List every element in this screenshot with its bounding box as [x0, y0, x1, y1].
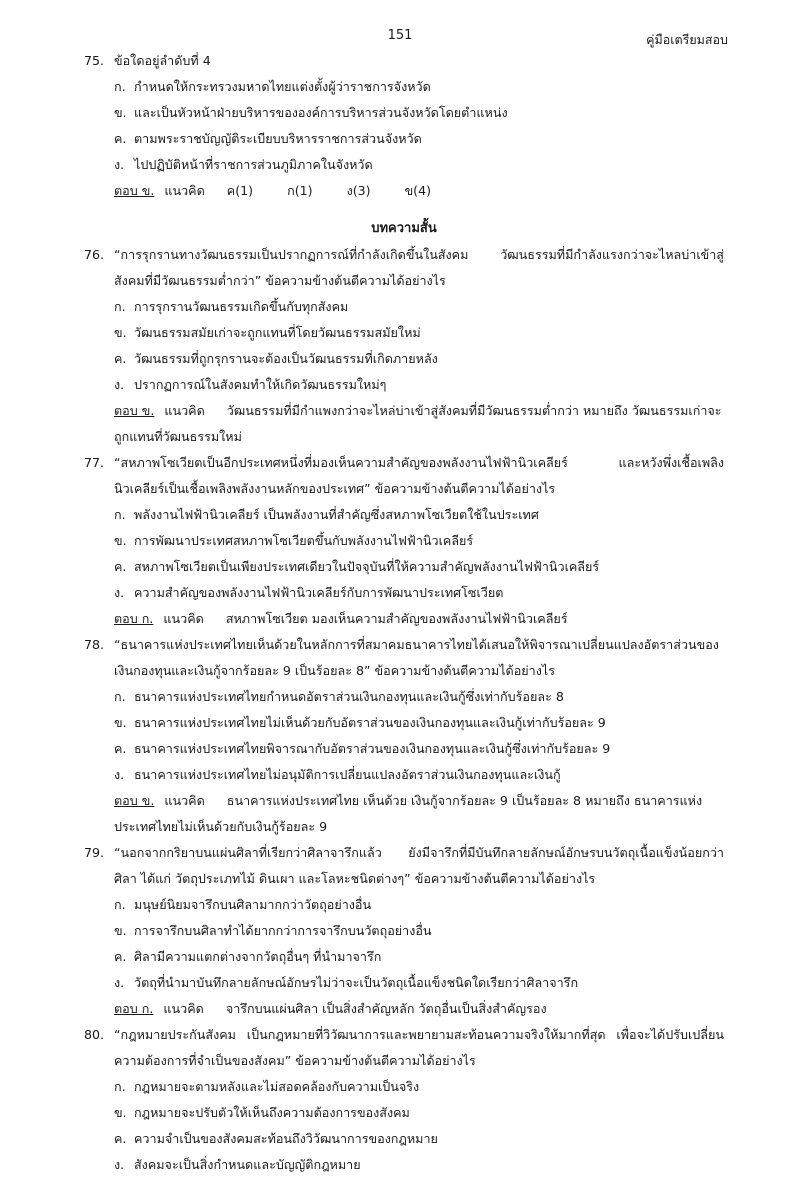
concept-sequence-item: ข(4) — [404, 183, 432, 198]
answer-line — [114, 398, 724, 450]
option — [114, 944, 724, 970]
option-label: ค. — [114, 1131, 127, 1146]
option — [114, 1074, 724, 1100]
concept-label: แนวคิด — [163, 1001, 204, 1016]
option — [114, 970, 724, 996]
option-text: กฎหมายจะตามหลังและไม่สอดคล้องกับความเป็นจริง — [134, 1079, 420, 1094]
option-label: ก. — [114, 299, 126, 314]
question-77 — [84, 450, 724, 632]
option-label: ง. — [114, 1157, 125, 1172]
option-text: วัตถุที่นำมาบันทึกลายลักษณ์อักษรไม่ว่าจะเป็นวัตถุเนื้อแข็งชนิดใดเรียกว่าศิลาจารึก — [134, 975, 579, 990]
option — [114, 580, 724, 606]
answer-line — [114, 178, 724, 204]
option — [114, 126, 724, 152]
option-text: การรุกรานวัฒนธรรมเกิดขึ้นกับทุกสังคม — [134, 299, 349, 314]
option — [114, 736, 724, 762]
option-text: ความจำเป็นของสังคมสะท้อนถึงวิวัฒนาการของกฎหมาย — [134, 1131, 438, 1146]
option-text: กฎหมายจะปรับตัวให้เห็นถึงความต้องการของสังคม — [134, 1105, 410, 1120]
option-label: ก. — [114, 79, 126, 94]
option-label: ง. — [114, 157, 125, 172]
option — [114, 554, 724, 580]
page-number: 151 — [387, 28, 413, 43]
option-text: ไปปฏิบัติหน้าที่ราชการส่วนภูมิภาคในจังหวัด — [134, 157, 373, 172]
option — [114, 502, 724, 528]
option — [114, 100, 724, 126]
question-number: 75. — [84, 53, 105, 68]
concept-text: วัฒนธรรมที่มีกำแพงกว่าจะไหล่บ่าเข้าสู่สังคมที่มีวัฒนธรรมต่ำกว่า หมายถึง วัฒนธรรมเก่าจะถูกแทนที่วัฒนธรรมใหม่ — [114, 403, 722, 444]
option — [114, 684, 724, 710]
option-label: ข. — [114, 105, 127, 120]
question-stem: “กฎหมายประกันสังคม เป็นกฎหมายที่วิวัฒนาการและพยายามสะท้อนความจริงให้มากที่สุด เพื่อจะได้ปรับเปลี่ยนความต้องการที่จำเป็นของสังคม” ข้อความข้างต้นตีความได้อย่างไร — [114, 1027, 724, 1068]
option-text: สหภาพโซเวียตเป็นเพียงประเทศเดียวในปัจจุบันที่ให้ความสำคัญพลังงานไฟฟ้านิวเคลียร์ — [134, 559, 600, 574]
option — [114, 372, 724, 398]
answer-key: ตอบ ข. — [114, 793, 155, 808]
question-stem: “นอกจากกริยาบนแผ่นศิลาที่เรียกว่าศิลาจารึกแล้ว ยังมีจารึกที่มีบันทึกลายลักษณ์อักษรบนวัตถุเนื้อแข็งน้อยกว่าศิลา ได้แก่ วัตถุประเภทไม้ ดินเผา และโลหะชนิดต่างๆ” ข้อความข้างต้นตีความได้อย่างไร — [114, 845, 724, 886]
option-label: ง. — [114, 975, 125, 990]
concept-text: ธนาคารแห่งประเทศไทย เห็นด้วย เงินกู้จากร้อยละ 9 เป็นร้อยละ 8 หมายถึง ธนาคารแห่งประเทศไทยไม่เห็นด้วยกับเงินกู้ร้อยละ 9 — [114, 793, 703, 834]
option-label: ค. — [114, 559, 127, 574]
option-text: ปรากฏการณ์ในสังคมทำให้เกิดวัฒนธรรมใหม่ๆ — [134, 377, 387, 392]
option-label: ก. — [114, 507, 126, 522]
option-label: ง. — [114, 377, 125, 392]
option-label: ง. — [114, 767, 125, 782]
option-label: ข. — [114, 325, 127, 340]
answer-key: ตอบ ข. — [114, 183, 155, 198]
question-78 — [84, 632, 724, 840]
option-text: สังคมจะเป็นสิ่งกำหนดและบัญญัติกฎหมาย — [134, 1157, 361, 1172]
option-text: ธนาคารแห่งประเทศไทยไม่เห็นด้วยกับอัตราส่วนของเงินกองทุนและเงินกู้เท่ากับร้อยละ 9 — [134, 715, 606, 730]
option-text: พลังงานไฟฟ้านิวเคลียร์ เป็นพลังงานที่สำคัญซึ่งสหภาพโซเวียตใช้ในประเทศ — [134, 507, 539, 522]
question-number: 77. — [84, 455, 105, 470]
option-text: วัฒนธรรมสมัยเก่าจะถูกแทนที่โดยวัฒนธรรมสมัยใหม่ — [134, 325, 421, 340]
option — [114, 294, 724, 320]
option — [114, 762, 724, 788]
option — [114, 346, 724, 372]
concept-sequence-item: ก(1) — [287, 183, 313, 198]
option — [114, 320, 724, 346]
option-label: ข. — [114, 1105, 127, 1120]
question-stem: “สหภาพโซเวียตเป็นอีกประเทศหนึ่งที่มองเห็นความสำคัญของพลังงานไฟฟ้านิวเคลียร์ และหวังพึ่งเชื้อเพลิงนิวเคลียร์เป็นเชื้อเพลิงพลังงานหลักของประเทศ” ข้อความข้างต้นตีความได้อย่างไร — [114, 455, 724, 496]
concept-sequence-item: ค(1) — [226, 183, 254, 198]
option-text: ตามพระราชบัญญัติระเบียบบริหารราชการส่วนจังหวัด — [134, 131, 422, 146]
option-text: ธนาคารแห่งประเทศไทยกำหนดอัตราส่วนเงินกองทุนและเงินกู้ซึ่งเท่ากับร้อยละ 8 — [134, 689, 564, 704]
answer-line — [114, 996, 724, 1022]
answer-key: ตอบ ก. — [114, 1001, 154, 1016]
concept-sequence-item: ง(3) — [346, 183, 371, 198]
answer-key: ตอบ ข. — [114, 403, 155, 418]
option-label: ก. — [114, 897, 126, 912]
option-label: ก. — [114, 689, 126, 704]
section-title: บทความสั้น — [371, 221, 437, 236]
option — [114, 710, 724, 736]
question-stem: “ธนาคารแห่งประเทศไทยเห็นด้วยในหลักการที่สมาคมธนาคารไทยได้เสนอให้พิจารณาเปลี่ยนแปลงอัตราส่วนของเงินกองทุนและเงินกู้จากร้อยละ 9 เป็นร้อยละ 8” ข้อความข้างต้นตีความได้อย่างไร — [114, 637, 719, 678]
option-label: ข. — [114, 923, 127, 938]
option — [114, 1152, 724, 1178]
option-label: ค. — [114, 131, 127, 146]
option-text: และเป็นหัวหน้าฝ่ายบริหารขององค์การบริหารส่วนจังหวัดโดยตำแหน่ง — [134, 105, 508, 120]
option-text: ความสำคัญของพลังงานไฟฟ้านิวเคลียร์กับการพัฒนาประเทศโซเวียต — [134, 585, 504, 600]
option-text: การจารึกบนศิลาทำได้ยากกว่าการจารึกบนวัตถุอย่างอื่น — [134, 923, 432, 938]
option — [114, 892, 724, 918]
option-label: ค. — [114, 741, 127, 756]
concept-label: แนวคิด — [164, 183, 205, 198]
question-76 — [84, 242, 724, 450]
option-label: ง. — [114, 585, 125, 600]
option-text: วัฒนธรรมที่ถูกรุกรานจะต้องเป็นวัฒนธรรมที่เกิดภายหลัง — [134, 351, 438, 366]
option — [114, 74, 724, 100]
question-number: 80. — [84, 1027, 105, 1042]
answer-key: ตอบ ก. — [114, 611, 154, 626]
question-number: 78. — [84, 637, 105, 652]
option — [114, 152, 724, 178]
question-stem: “การรุกรานทางวัฒนธรรมเป็นปรากฏการณ์ที่กำลังเกิดขึ้นในสังคม วัฒนธรรมที่มีกำลังแรงกว่าจะไหลบ่าเข้าสู่สังคมที่มีวัฒนธรรมต่ำกว่า” ข้อความข้างต้นตีความได้อย่างไร — [114, 247, 724, 288]
answer-line — [114, 606, 724, 632]
option-text: มนุษย์นิยมจารึกบนศิลามากกว่าวัตถุอย่างอื่น — [134, 897, 372, 912]
answer-line — [114, 788, 724, 840]
question-80 — [84, 1022, 724, 1178]
question-75 — [84, 48, 724, 204]
book-title: คู่มือเตรียมสอบ — [646, 32, 728, 47]
question-stem: ข้อใดอยู่ลำดับที่ 4 — [114, 53, 211, 68]
option-label: ค. — [114, 949, 127, 964]
question-number: 79. — [84, 845, 105, 860]
option-label: ก. — [114, 1079, 126, 1094]
option-text: ศิลามีความแตกต่างจากวัตถุอื่นๆ ที่นำมาจารึก — [134, 949, 382, 964]
question-79 — [84, 840, 724, 1022]
concept-label: แนวคิด — [164, 793, 205, 808]
concept-text: สหภาพโซเวียต มองเห็นความสำคัญของพลังงานไฟฟ้านิวเคลียร์ — [225, 611, 568, 626]
concept-label: แนวคิด — [163, 611, 204, 626]
option-label: ข. — [114, 715, 127, 730]
page-content — [84, 48, 724, 1178]
question-number: 76. — [84, 247, 105, 262]
option-label: ค. — [114, 351, 127, 366]
option-text: ธนาคารแห่งประเทศไทยพิจารณากับอัตราส่วนของเงินกองทุนและเงินกู้ซึ่งเท่ากับร้อยละ 9 — [134, 741, 611, 756]
concept-label: แนวคิด — [164, 403, 205, 418]
option — [114, 918, 724, 944]
option-text: การพัฒนาประเทศสหภาพโซเวียตขึ้นกับพลังงานไฟฟ้านิวเคลียร์ — [134, 533, 474, 548]
option — [114, 1126, 724, 1152]
option-text: ธนาคารแห่งประเทศไทยไม่อนุมัติการเปลี่ยนแปลงอัตราส่วนเงินกองทุนและเงินกู้ — [134, 767, 561, 782]
option-text: กำหนดให้กระทรวงมหาดไทยแต่งตั้งผู้ว่าราชการจังหวัด — [134, 79, 431, 94]
option — [114, 528, 724, 554]
concept-text: จารึกบนแผ่นศิลา เป็นสิ่งสำคัญหลัก วัตถุอื่นเป็นสิ่งสำคัญรอง — [225, 1001, 547, 1016]
option — [114, 1100, 724, 1126]
option-label: ข. — [114, 533, 127, 548]
